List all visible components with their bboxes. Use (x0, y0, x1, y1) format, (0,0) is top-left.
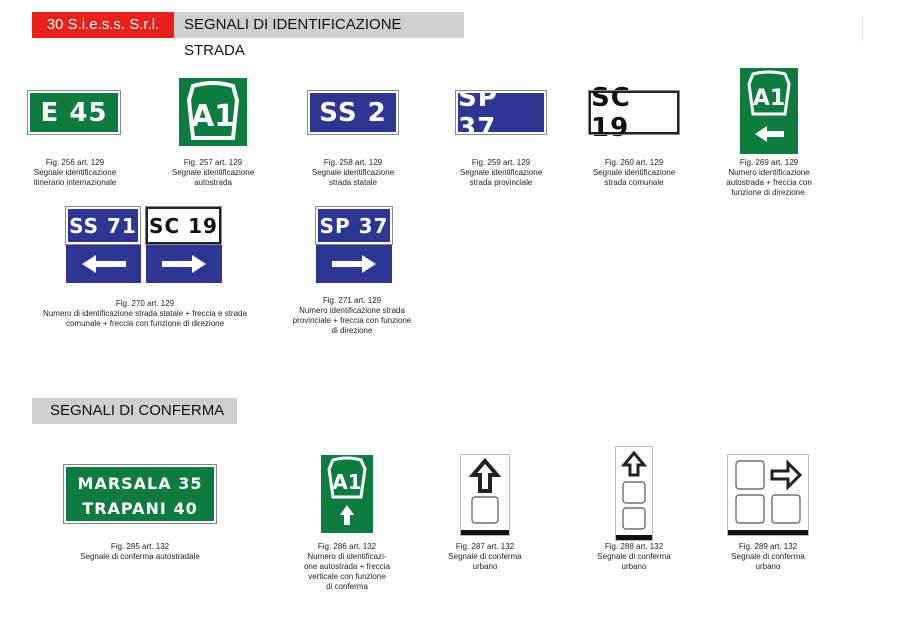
sign-sp37-arrow-right (316, 207, 392, 283)
sign-urban-287 (461, 455, 509, 535)
sign-e45: E 45 (28, 91, 120, 134)
sign-ss71-sc19-arrows (66, 207, 222, 283)
arrow-right-icon (316, 245, 392, 283)
caption-fig287: Fig. 287 art. 132 Segnale di conferma urbano (448, 542, 522, 571)
arrow-right-icon (772, 463, 800, 487)
urban-287-graphic (461, 455, 509, 535)
empty-box (623, 482, 645, 503)
caption-fig256: Fig. 256 art. 129 Segnale identificazione itinerario internazionale (33, 158, 117, 187)
sign-a1b-text: A1 (752, 86, 786, 111)
caption-fig289: Fig. 289 art. 132 Segnale di conferma urbano (731, 542, 805, 571)
sign-ss71: SS 71 (66, 207, 140, 244)
empty-box (736, 495, 764, 523)
sign-a1-arrow-left (740, 68, 798, 154)
arrow-left-icon (66, 245, 141, 283)
panel-arrow-right-2 (316, 245, 392, 283)
page-company-label: 30 S.i.e.s.s. S.r.l. (32, 12, 174, 38)
empty-box (623, 508, 645, 529)
arrow-up-icon (473, 461, 497, 491)
empty-box (772, 495, 800, 523)
sign-ss2: SS 2 (308, 91, 398, 134)
divider (862, 16, 863, 42)
urban-289-graphic (728, 455, 808, 535)
sign-a1c-text: A1 (332, 470, 362, 494)
caption-fig259: Fig. 259 art. 129 Segnale identificazione strada provinciale (459, 158, 543, 187)
sign-marsala-line: MARSALA 35 (77, 473, 203, 493)
sign-trapani-line: TRAPANI 40 (82, 498, 198, 518)
arrow-left-icon (755, 126, 784, 142)
sign-a1-arrow-up (321, 455, 373, 533)
caption-fig286: Fig. 286 art. 132 Numero di identificazi- one autostrada + freccia verticale con funzione di conferma (303, 542, 391, 591)
sign-sc19: SC 19 (589, 91, 679, 134)
urban-288-graphic (616, 447, 652, 540)
section-title-identification: SEGNALI DI IDENTIFICAZIONE STRADA (174, 12, 464, 38)
panel-arrow-right (146, 245, 222, 283)
caption-fig270: Fig. 270 art. 129 Numero di identificazione strada statale + freccia e strada comunale + freccia con funzione di direzione (43, 299, 247, 328)
arrow-up-icon (340, 505, 354, 525)
a1-arrow-left-graphic (740, 68, 798, 154)
a1-arrow-up-graphic (321, 455, 373, 533)
arrow-right-icon (146, 245, 222, 283)
sign-sc19-small: SC 19 (146, 207, 221, 244)
sign-a1-text: A1 (190, 99, 236, 134)
section-title-confirmation: SEGNALI DI CONFERMA (32, 398, 237, 424)
caption-fig288: Fig. 288 art. 132 Segnale di conferma urbano (597, 542, 671, 571)
sign-urban-289 (728, 455, 808, 535)
sign-sp37-small: SP 37 (316, 207, 392, 244)
caption-fig260: Fig. 260 art. 129 Segnale identificazione strada comunale (592, 158, 676, 187)
sign-sp37: SP 37 (456, 91, 546, 134)
empty-box (736, 461, 764, 489)
a1-shield-icon (179, 78, 247, 146)
panel-arrow-left (66, 245, 141, 283)
sign-a1 (179, 78, 247, 146)
arrow-up-icon (624, 453, 644, 475)
caption-fig285: Fig. 285 art. 132 Segnale di conferma autostradale (80, 542, 200, 561)
caption-fig258: Fig. 258 art. 129 Segnale identificazione strada statale (311, 158, 395, 187)
sign-urban-288 (616, 447, 652, 540)
empty-box (472, 497, 498, 523)
sign-marsala-trapani (64, 465, 216, 523)
caption-fig269: Fig. 269 art. 129 Numero identificazione autostrada + freccia con funzione di direzione. (726, 158, 812, 197)
caption-fig257: Fig. 257 art. 129 Segnale identificazione autostrada (171, 158, 255, 187)
caption-fig271: Fig. 271 art. 129 Numero identificazione strada provinciale + freccia con funzione di direzione (292, 296, 412, 335)
